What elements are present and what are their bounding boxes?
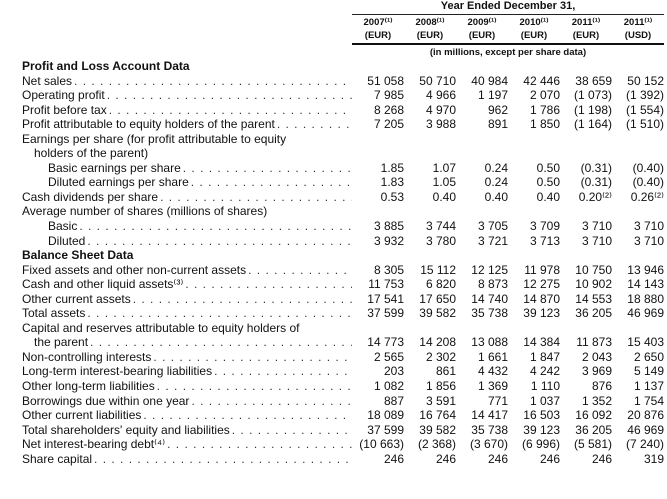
value-cell: 18 089	[367, 408, 404, 423]
row-values	[352, 74, 664, 89]
row-label-cell	[22, 103, 352, 118]
value-cell: 3 969	[581, 364, 612, 379]
row-values	[352, 379, 664, 394]
row-label-cell	[22, 350, 352, 365]
value-cell: 14 553	[575, 291, 612, 306]
row-label-cell	[22, 117, 352, 132]
value-cell: 1 082	[373, 379, 404, 394]
row-values	[352, 408, 664, 423]
row-values	[352, 394, 664, 409]
dot-leader	[72, 74, 352, 89]
row-label-cell	[22, 394, 352, 409]
value-cell: 4 432	[477, 364, 508, 379]
row-label: Cash and other liquid assets⁽³⁾	[22, 277, 184, 292]
value-cell: 36 205	[575, 422, 612, 437]
value-cell: 1 369	[477, 379, 508, 394]
row-label-cell	[22, 248, 352, 263]
dot-leader	[77, 219, 352, 234]
value-cell: (10 663)	[359, 437, 404, 452]
row-label-cell	[22, 306, 352, 321]
row-values	[352, 117, 664, 132]
value-cell: 12 125	[471, 262, 508, 277]
table-row	[22, 204, 667, 219]
value-cell: 771	[487, 393, 508, 408]
row-label-cell	[22, 452, 352, 467]
row-label: the parent	[34, 335, 89, 350]
value-cell: 1 786	[529, 102, 560, 117]
dot-leader	[141, 408, 352, 423]
value-cell: 3 744	[425, 219, 456, 234]
value-cell: 39 123	[523, 422, 560, 437]
value-cell: 0.40	[484, 189, 508, 204]
value-cell: 3 591	[425, 393, 456, 408]
value-cell: 39 582	[419, 422, 456, 437]
dot-leader	[92, 452, 352, 467]
value-cell: 0.50	[536, 160, 560, 175]
value-cell: 0.40	[536, 189, 560, 204]
value-cell: 0.20⁽²⁾	[578, 189, 612, 204]
currency-header: (USD)	[624, 30, 652, 41]
row-values	[352, 364, 664, 379]
table-row	[22, 146, 667, 161]
row-label-cell	[22, 219, 352, 234]
value-cell: 11 873	[576, 335, 612, 350]
value-cell: 1 661	[477, 349, 508, 364]
value-cell: (0.31)	[580, 175, 612, 190]
row-label: Balance Sheet Data	[22, 248, 134, 263]
value-cell: 1 352	[581, 393, 612, 408]
table-row	[22, 103, 667, 118]
row-label-cell	[22, 204, 352, 219]
value-cell: 14 208	[419, 335, 456, 350]
value-cell: 16 092	[575, 408, 612, 423]
row-label: Average number of shares (millions of shares)	[22, 204, 268, 219]
value-cell: 1 197	[477, 88, 508, 103]
table-row	[22, 350, 667, 365]
row-values	[352, 88, 664, 103]
value-cell: (0.40)	[632, 160, 664, 175]
row-label-cell	[22, 423, 352, 438]
header-rule	[352, 14, 664, 15]
row-label: Total assets	[22, 306, 86, 321]
value-cell: 14 384	[523, 335, 560, 350]
value-cell: 1 137	[633, 379, 664, 394]
value-cell: 3 710	[633, 233, 664, 248]
value-cell: 16 764	[419, 408, 456, 423]
value-cell: 51 058	[367, 73, 404, 88]
value-cell: 10 750	[575, 262, 612, 277]
row-label: Profit and Loss Account Data	[22, 59, 190, 73]
value-cell: 17 541	[367, 291, 404, 306]
value-cell: (1 164)	[573, 117, 612, 132]
table-row	[22, 190, 667, 205]
row-label-cell	[22, 74, 352, 89]
row-label-cell	[22, 161, 352, 176]
value-cell: 3 705	[477, 219, 508, 234]
dot-leader	[183, 277, 352, 292]
row-label: Profit attributable to equity holders of the parent	[22, 117, 275, 132]
dot-leader	[246, 263, 352, 278]
value-cell: (1 073)	[573, 88, 612, 103]
row-label-cell	[22, 408, 352, 423]
value-cell: (6 996)	[521, 437, 560, 452]
value-cell: 3 710	[633, 219, 664, 234]
row-label: Diluted earnings per share	[48, 175, 189, 190]
row-label: Basic earnings per share	[48, 160, 181, 175]
table-row	[22, 379, 667, 394]
value-cell: 0.24	[484, 175, 508, 190]
value-cell: 2 043	[581, 349, 612, 364]
row-values	[352, 292, 664, 307]
value-cell: 887	[383, 393, 404, 408]
row-label: Operating profit	[22, 88, 105, 103]
value-cell: 1.07	[432, 160, 456, 175]
value-cell: 4 966	[425, 88, 456, 103]
row-values	[352, 190, 664, 205]
row-label: Net interest-bearing debt⁽⁴⁾	[22, 437, 166, 452]
table-row	[22, 277, 667, 292]
value-cell: 46 969	[627, 306, 664, 321]
currency-header: (EUR)	[416, 30, 444, 41]
value-cell: 8 873	[477, 277, 508, 292]
dot-leader	[155, 379, 352, 394]
dot-leader	[85, 306, 352, 321]
value-cell: 13 088	[471, 335, 508, 350]
table-header	[352, 0, 664, 59]
value-cell: 1 110	[530, 379, 560, 394]
dot-leader	[151, 350, 352, 365]
header-rule-thick	[352, 43, 664, 45]
row-label-cell	[22, 292, 352, 307]
value-cell: 861	[435, 364, 456, 379]
row-label: Other current liabilities	[22, 408, 142, 423]
value-cell: (3 670)	[469, 437, 508, 452]
row-label-cell	[22, 132, 352, 147]
value-cell: 7 205	[373, 117, 404, 132]
value-cell: 203	[383, 364, 404, 379]
value-cell: 3 709	[529, 219, 560, 234]
value-cell: (7 240)	[625, 437, 664, 452]
dot-leader	[85, 234, 352, 249]
row-label: Share capital	[22, 451, 93, 466]
dot-leader	[181, 161, 352, 176]
table-row	[22, 394, 667, 409]
year-header: 2007⁽¹⁾	[363, 17, 393, 28]
table-row	[22, 263, 667, 278]
row-values	[352, 350, 664, 365]
value-cell: (1 198)	[573, 102, 612, 117]
value-cell: 246	[435, 451, 456, 466]
value-cell: 37 599	[367, 306, 404, 321]
row-label: Earnings per share (for profit attributable to equity	[22, 131, 287, 146]
dot-leader	[88, 335, 352, 350]
value-cell: 39 582	[419, 306, 456, 321]
currency-header: (EUR)	[364, 30, 392, 41]
table-row	[22, 88, 667, 103]
value-cell: 36 205	[575, 306, 612, 321]
value-cell: 11 978	[524, 262, 560, 277]
dot-leader	[131, 292, 352, 307]
value-cell: 246	[591, 451, 612, 466]
value-cell: 15 112	[420, 262, 456, 277]
value-cell: 246	[539, 451, 560, 466]
value-cell: 42 446	[523, 73, 560, 88]
dot-leader	[165, 437, 352, 452]
value-cell: 14 143	[627, 277, 664, 292]
value-cell: 6 820	[425, 277, 456, 292]
value-cell: 1 850	[529, 117, 560, 132]
value-cell: 2 565	[373, 349, 404, 364]
value-cell: 876	[591, 379, 612, 394]
value-cell: (1 554)	[625, 102, 664, 117]
value-cell: 3 988	[425, 117, 456, 132]
currency-headers	[352, 29, 664, 42]
dot-leader	[275, 117, 352, 132]
value-cell: 246	[383, 451, 404, 466]
table-row	[22, 161, 667, 176]
value-cell: 4 970	[425, 102, 456, 117]
value-cell: 891	[487, 117, 508, 132]
value-cell: 1 037	[529, 393, 560, 408]
value-cell: 2 070	[529, 88, 560, 103]
row-label-cell	[22, 234, 352, 249]
value-cell: 39 123	[523, 306, 560, 321]
value-cell: (0.31)	[580, 160, 612, 175]
table-row	[22, 452, 667, 467]
value-cell: 3 710	[581, 233, 612, 248]
currency-header: (EUR)	[572, 30, 600, 41]
row-values	[352, 103, 664, 118]
row-label-cell	[22, 321, 352, 336]
table-row	[22, 117, 667, 132]
table-row	[22, 219, 667, 234]
table-row	[22, 292, 667, 307]
value-cell: 35 738	[471, 306, 508, 321]
value-cell: (1 510)	[625, 117, 664, 132]
value-cell: (0.40)	[632, 175, 664, 190]
value-cell: 16 503	[523, 408, 560, 423]
row-values	[352, 219, 664, 234]
value-cell: 14 740	[471, 291, 508, 306]
table-row	[22, 132, 667, 147]
row-values	[352, 452, 664, 467]
value-cell: 3 780	[425, 233, 456, 248]
value-cell: 3 721	[477, 233, 508, 248]
year-header: 2009⁽¹⁾	[467, 17, 497, 28]
row-label-cell	[22, 335, 352, 350]
value-cell: 3 932	[373, 233, 404, 248]
value-cell: 5 149	[633, 364, 664, 379]
value-cell: 11 753	[368, 277, 404, 292]
value-cell: 319	[643, 451, 664, 466]
value-cell: 50 710	[419, 73, 456, 88]
section-heading-row	[22, 248, 667, 263]
dot-leader	[158, 190, 352, 205]
table-row	[22, 423, 667, 438]
table-row	[22, 234, 667, 249]
value-cell: 8 268	[373, 102, 404, 117]
value-cell: 46 969	[627, 422, 664, 437]
currency-header: (EUR)	[520, 30, 548, 41]
value-cell: 3 885	[373, 219, 404, 234]
year-header: 2011⁽¹⁾	[571, 17, 601, 28]
dot-leader	[189, 175, 352, 190]
table-row	[22, 437, 667, 452]
value-cell: 37 599	[367, 422, 404, 437]
units-note: (in millions, except per share data)	[429, 47, 587, 58]
value-cell: 962	[487, 102, 508, 117]
row-label-cell	[22, 190, 352, 205]
financial-data-table	[22, 59, 667, 466]
value-cell: 2 650	[633, 349, 664, 364]
value-cell: 0.40	[432, 189, 456, 204]
row-values	[352, 277, 664, 292]
row-label: Other long-term liabilities	[22, 379, 155, 394]
row-label-cell	[22, 59, 352, 74]
value-cell: 7 985	[373, 88, 404, 103]
row-values	[352, 437, 664, 452]
dot-leader	[105, 88, 352, 103]
value-cell: 50 152	[627, 73, 664, 88]
value-cell: 1 754	[633, 393, 664, 408]
table-row	[22, 335, 667, 350]
value-cell: 14 417	[471, 408, 508, 423]
value-cell: 3 713	[529, 233, 560, 248]
value-cell: (2 368)	[417, 437, 456, 452]
row-values	[352, 161, 664, 176]
row-label: Profit before tax	[22, 102, 107, 117]
value-cell: 20 876	[627, 408, 664, 423]
value-cell: 2 302	[425, 349, 456, 364]
row-label-cell	[22, 88, 352, 103]
year-header: 2011⁽¹⁾	[623, 17, 653, 28]
value-cell: 0.24	[484, 160, 508, 175]
table-row	[22, 364, 667, 379]
value-cell: 17 650	[419, 291, 456, 306]
row-label: Non-controlling interests	[22, 349, 152, 364]
value-cell: 35 738	[471, 422, 508, 437]
row-values	[352, 306, 664, 321]
value-cell: 38 659	[575, 73, 612, 88]
row-label-cell	[22, 146, 352, 161]
value-cell: 13 946	[627, 262, 664, 277]
row-values	[352, 234, 664, 249]
value-cell: 1 856	[425, 379, 456, 394]
value-cell: 18 880	[627, 291, 664, 306]
table-row	[22, 408, 667, 423]
year-header: 2008⁽¹⁾	[415, 17, 445, 28]
row-values	[352, 263, 664, 278]
value-cell: 3 710	[581, 219, 612, 234]
value-cell: 40 984	[471, 73, 508, 88]
value-cell: 14 870	[523, 291, 560, 306]
value-cell: (5 581)	[573, 437, 612, 452]
dot-leader	[107, 103, 352, 118]
value-cell: 15 403	[627, 335, 664, 350]
table-row	[22, 74, 667, 89]
dot-leader	[230, 423, 352, 438]
row-label: Total shareholders' equity and liabilities	[22, 422, 230, 437]
row-values	[352, 175, 664, 190]
currency-header: (EUR)	[468, 30, 496, 41]
value-cell: 1 847	[529, 349, 560, 364]
row-values	[352, 335, 664, 350]
value-cell: 0.53	[380, 189, 404, 204]
table-row	[22, 306, 667, 321]
row-label: Other current assets	[22, 291, 131, 306]
row-label: Basic	[48, 219, 78, 234]
value-cell: 8 305	[373, 262, 404, 277]
table-row	[22, 175, 667, 190]
row-label: Capital and reserves attributable to equity holders of	[22, 320, 300, 335]
row-label: Fixed assets and other non-current assets	[22, 262, 247, 277]
row-label-cell	[22, 175, 352, 190]
value-cell: 10 902	[575, 277, 612, 292]
table-row	[22, 321, 667, 336]
year-header: 2010⁽¹⁾	[519, 17, 549, 28]
value-cell: 246	[487, 451, 508, 466]
value-cell: 1.85	[380, 160, 404, 175]
value-cell: (1 392)	[625, 88, 664, 103]
year-headers	[352, 16, 664, 29]
value-cell: 4 242	[529, 364, 560, 379]
period-heading: Year Ended December 31,	[440, 0, 576, 12]
row-label-cell	[22, 364, 352, 379]
value-cell: 0.26⁽²⁾	[630, 189, 664, 204]
row-label: holders of the parent)	[34, 146, 149, 161]
row-label: Cash dividends per share	[22, 189, 159, 204]
row-label: Diluted	[48, 233, 86, 248]
value-cell: 1.05	[432, 175, 456, 190]
value-cell: 14 773	[367, 335, 404, 350]
row-label: Long-term interest-bearing liabilities	[22, 364, 213, 379]
row-label-cell	[22, 277, 352, 292]
value-cell: 12 275	[523, 277, 560, 292]
value-cell: 1.83	[380, 175, 404, 190]
row-label-cell	[22, 437, 352, 452]
row-label-cell	[22, 263, 352, 278]
section-heading-row	[22, 59, 667, 74]
row-label: Borrowings due within one year	[22, 393, 190, 408]
row-label-cell	[22, 379, 352, 394]
row-values	[352, 423, 664, 438]
dot-leader	[212, 364, 352, 379]
row-label: Net sales	[22, 73, 73, 88]
dot-leader	[189, 394, 352, 409]
value-cell: 0.50	[536, 175, 560, 190]
